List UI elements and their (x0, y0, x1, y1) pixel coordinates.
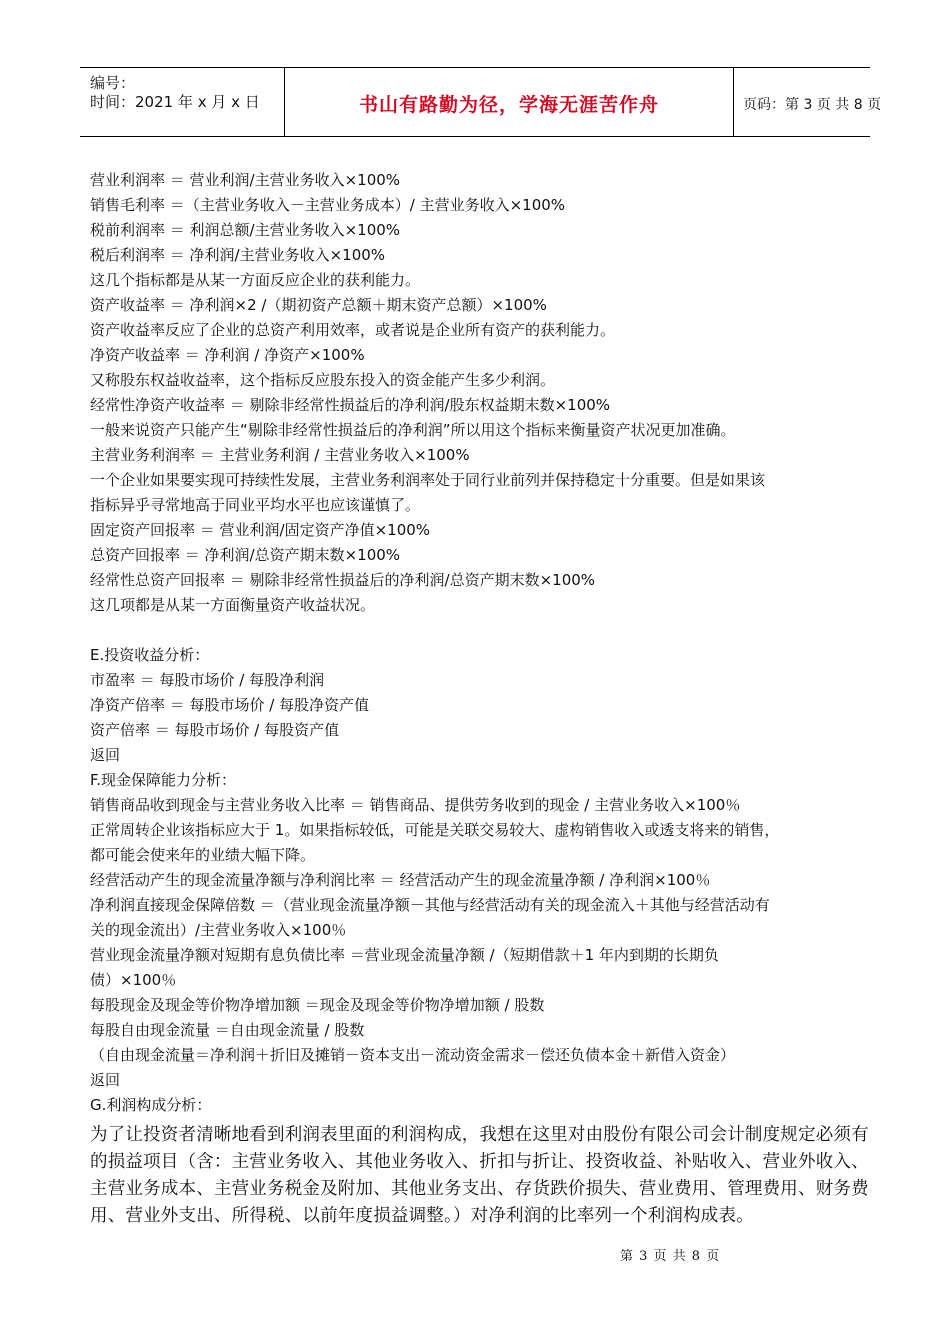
text-line: 净资产倍率 ＝ 每股市场价 / 每股净资产值 (90, 696, 370, 714)
header-page-cell (733, 68, 882, 136)
document-body (90, 168, 870, 1230)
header-motto-cell (284, 68, 734, 136)
text-line: 市盈率 ＝ 每股市场价 / 每股净利润 (90, 671, 325, 689)
text-line: 销售毛利率 ＝（主营业务收入－主营业务成本）/ 主营业务收入×100% (90, 196, 566, 214)
text-line: 又称股东权益收益率，这个指标反应股东投入的资金能产生多少利润。 (90, 371, 556, 389)
text-line: 这几项都是从某一方面衡量资产收益状况。 (90, 596, 376, 614)
body-lines (90, 168, 870, 1118)
text-line: 经常性净资产收益率 ＝ 剔除非经常性损益后的净利润/股东权益期末数×100% (90, 396, 611, 414)
document-date-label: 时间：2021 年 x 月 x 日 (90, 93, 260, 111)
text-line: 营业利润率 ＝ 营业利润/主营业务收入×100% (90, 171, 401, 189)
text-line: 正常周转企业该指标应大于 1。如果指标较低，可能是关联交易较大、虚构销售收入或透支将来的销售， (90, 821, 780, 839)
page-header (80, 67, 882, 137)
text-line: 资产收益率 ＝ 净利润×2 /（期初资产总额＋期末资产总额）×100% (90, 296, 547, 314)
text-line: 税后利润率 ＝ 净利润/主营业务收入×100% (90, 246, 386, 264)
text-line: 指标异乎寻常地高于同业平均水平也应该谨慎了。 (90, 496, 421, 514)
text-line: 一个企业如果要实现可持续性发展，主营业务利润率处于同行业前列并保持稳定十分重要。但是如果该 (90, 471, 766, 489)
text-line: （自由现金流量＝净利润＋折旧及摊销－资本支出－流动资金需求－偿还负债本金＋新借入资金） (90, 1046, 736, 1064)
closing-paragraph: 为了让投资者清晰地看到利润表里面的利润构成，我想在这里对由股份有限公司会计制度规定必须有的损益项目（含：主营业务收入、其他业务收入、折扣与折让、投资收益、补贴收入、营业外收入、主营业务成本、主营业务税金及附加、其他业务支出、存货跌价损失、营业费用、管理费用、财务费用、营业外支出、所得税、以前年度损益调整。）对净利润的比率列一个利润构成表。 (90, 1125, 869, 1226)
text-line: 主营业务利润率 ＝ 主营业务利润 / 主营业务收入×100% (90, 446, 470, 464)
text-line: 每股自由现金流量 ＝自由现金流量 / 股数 (90, 1021, 365, 1039)
page-footer: 第 3 页 共 8 页 (620, 1249, 721, 1264)
text-line: 经营活动产生的现金流量净额与净利润比率 ＝ 经营活动产生的现金流量净额 / 净利润×100％ (90, 871, 711, 889)
text-line: 债）×100％ (90, 971, 177, 989)
text-line: 经常性总资产回报率 ＝ 剔除非经常性损益后的净利润/总资产期末数×100% (90, 571, 596, 589)
text-line: 营业现金流量净额对短期有息负债比率 ＝营业现金流量净额 /（短期借款＋1 年内到期的长期负 (90, 946, 719, 964)
text-line: 固定资产回报率 ＝ 营业利润/固定资产净值×100% (90, 521, 431, 539)
text-line: 都可能会使来年的业绩大幅下降。 (90, 846, 316, 864)
blank-line (90, 618, 870, 643)
header-info-cell (80, 68, 284, 136)
text-line: 净资产收益率 ＝ 净利润 / 净资产×100% (90, 346, 365, 364)
text-line: 销售商品收到现金与主营业务收入比率 ＝ 销售商品、提供劳务收到的现金 / 主营业务收入×100％ (90, 796, 741, 814)
text-line: 返回 (90, 1071, 121, 1089)
text-line: 净利润直接现金保障倍数 ＝（营业现金流量净额－其他与经营活动有关的现金流入＋其他与经营活动有 (90, 896, 770, 914)
text-line: 税前利润率 ＝ 利润总额/主营业务收入×100% (90, 221, 401, 239)
header-page-number: 页码：第 3 页 共 8 页 (743, 97, 882, 113)
text-line: 返回 (90, 746, 121, 764)
text-line: 一般来说资产只能产生“剔除非经常性损益后的净利润”所以用这个指标来衡量资产状况更加准确。 (90, 421, 736, 439)
text-line: 每股现金及现金等价物净增加额 ＝现金及现金等价物净增加额 / 股数 (90, 996, 545, 1014)
header-motto: 书山有路勤为径，学海无涯苦作舟 (358, 94, 659, 116)
text-line: 资产倍率 ＝ 每股市场价 / 每股资产值 (90, 721, 340, 739)
text-line: E.投资收益分析： (90, 646, 210, 664)
text-line: 总资产回报率 ＝ 净利润/总资产期末数×100% (90, 546, 401, 564)
document-number-label: 编号： (90, 74, 136, 92)
text-line: 关的现金流出）/主营业务收入×100％ (90, 921, 347, 939)
text-line: F.现金保障能力分析： (90, 771, 236, 789)
text-line: G.利润构成分析： (90, 1096, 212, 1114)
text-line: 这几个指标都是从某一方面反应企业的获利能力。 (90, 271, 421, 289)
text-line: 资产收益率反应了企业的总资产利用效率，或者说是企业所有资产的获利能力。 (90, 321, 616, 339)
